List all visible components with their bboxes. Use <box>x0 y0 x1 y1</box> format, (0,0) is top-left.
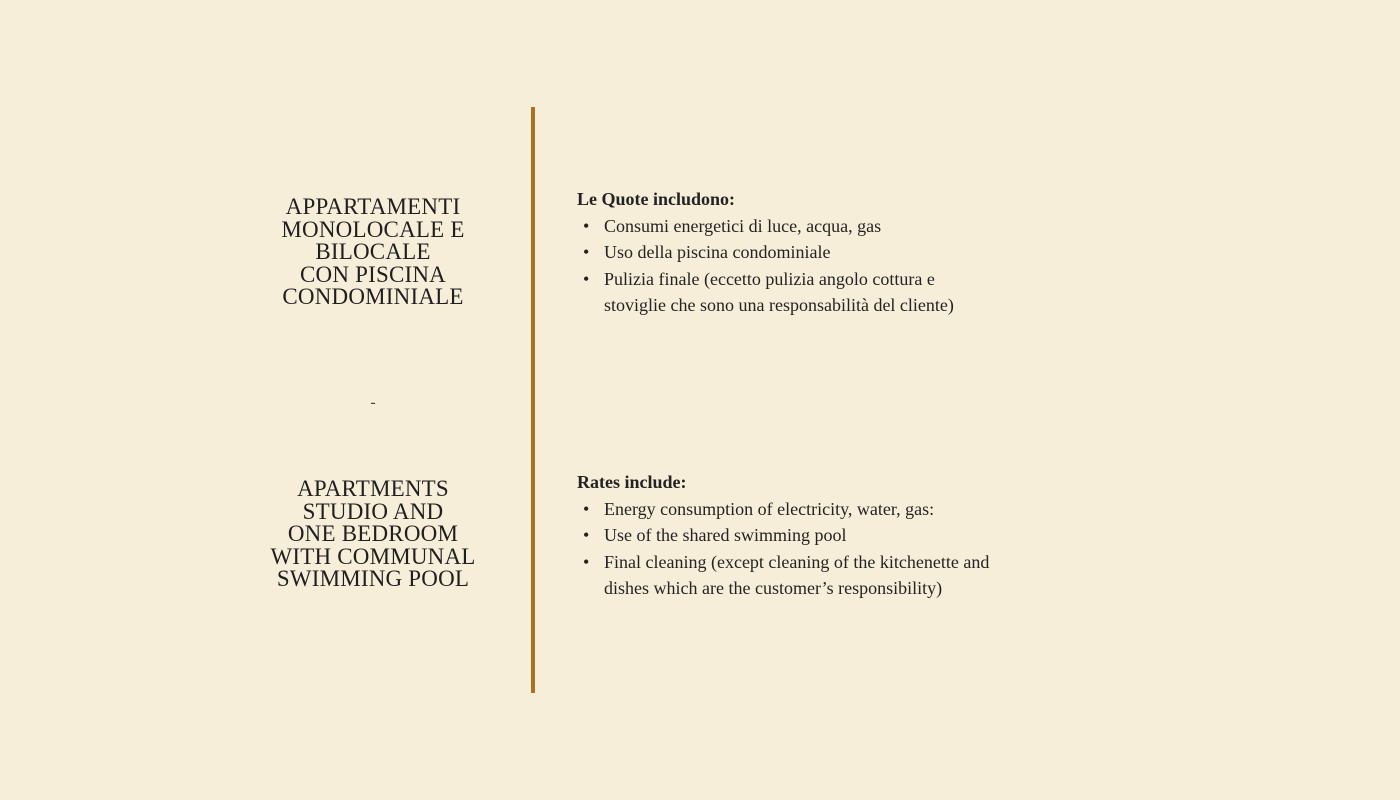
list-item-text: Uso della piscina condominiale <box>604 242 831 262</box>
list-item <box>577 549 989 602</box>
list-item-text: Consumi energetici di luce, acqua, gas <box>604 215 882 236</box>
list-item <box>577 496 989 523</box>
list-item <box>577 266 954 319</box>
list-item <box>577 522 989 549</box>
bullet-icon: • <box>583 242 590 262</box>
list-item-text: Use of the shared swimming pool <box>604 525 847 545</box>
english-rates-section <box>577 469 989 602</box>
heading-line: MONOLOCALE E <box>281 216 465 242</box>
bullet-icon: • <box>583 498 590 519</box>
italian-heading <box>223 196 523 309</box>
list-item-text: Pulizia finale (eccetto pulizia angolo cottura e <box>604 268 935 289</box>
list-item-text: dishes which are the customer’s responsibility) <box>604 578 943 598</box>
heading-line: APPARTAMENTI <box>285 194 461 219</box>
list-item-text: Final cleaning (except cleaning of the kitchenette and <box>604 551 990 572</box>
heading-line: CONDOMINIALE <box>282 284 464 309</box>
list-item-text: stoviglie che sono una responsabilità del cliente) <box>604 295 954 315</box>
italian-rates-title: Le Quote includono: <box>577 189 736 209</box>
heading-line: SWIMMING POOL <box>276 566 470 591</box>
heading-line: BILOCALE <box>315 239 431 264</box>
list-item <box>577 239 954 266</box>
english-rates-list <box>577 496 989 602</box>
heading-line: ONE BEDROOM <box>287 521 459 546</box>
italian-rates-list <box>577 213 954 319</box>
list-item-text: Energy consumption of electricity, water, gas: <box>604 498 935 519</box>
bullet-icon: • <box>583 525 590 545</box>
heading-line: APARTMENTS <box>297 476 449 501</box>
list-item <box>577 213 954 240</box>
heading-line: CON PISCINA <box>300 261 446 287</box>
english-rates-title: Rates include: <box>577 472 687 492</box>
vertical-divider <box>531 107 535 693</box>
bullet-icon: • <box>583 215 590 236</box>
bullet-icon: • <box>583 551 590 572</box>
heading-line: WITH COMMUNAL <box>270 543 476 569</box>
bullet-icon: • <box>583 268 590 289</box>
italian-rates-section <box>577 186 954 319</box>
language-separator: - <box>370 394 376 411</box>
english-heading <box>223 478 523 591</box>
heading-line: STUDIO AND <box>302 498 444 524</box>
